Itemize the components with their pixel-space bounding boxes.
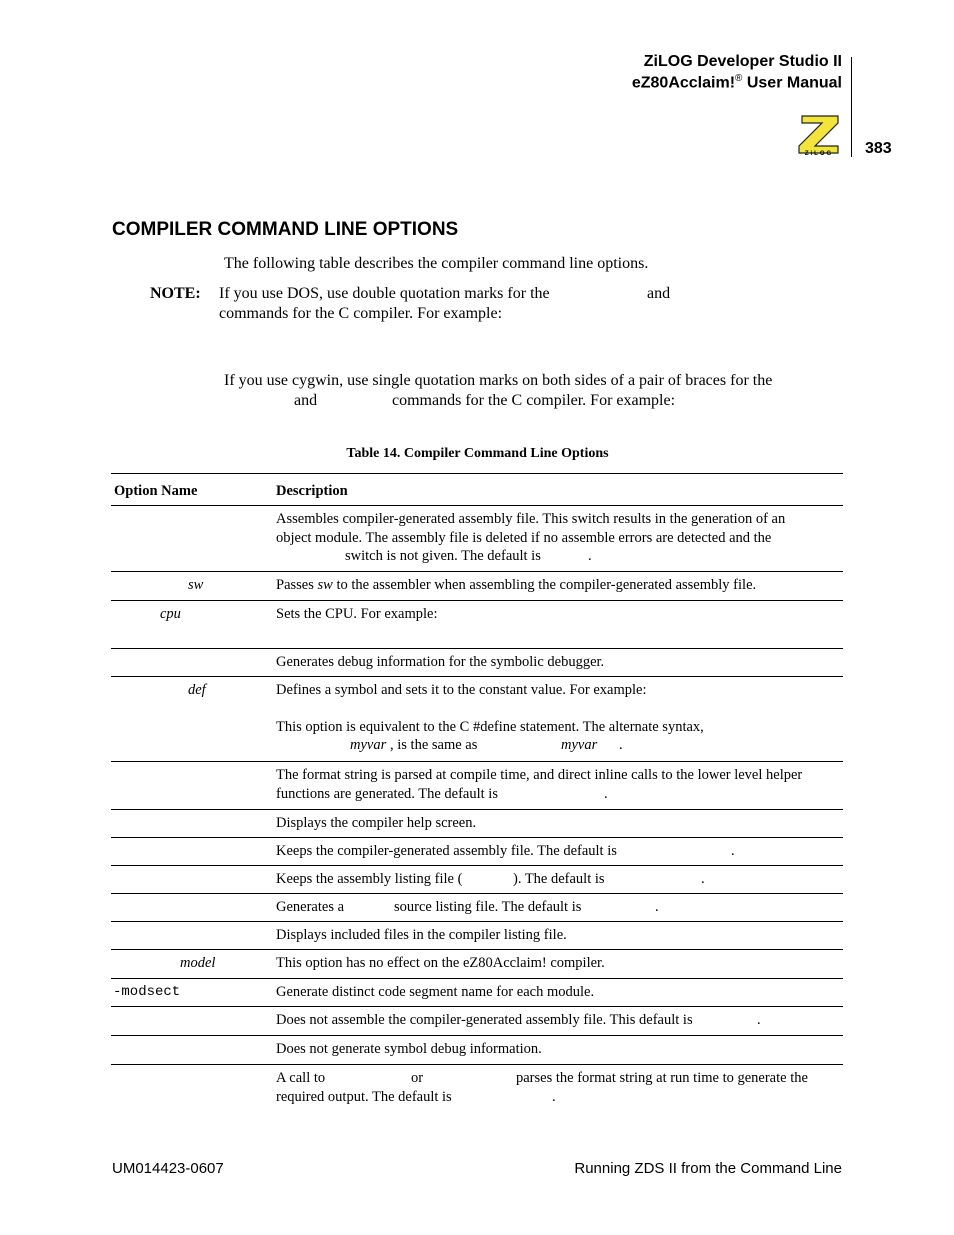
logo-wordmark: ZiLOG bbox=[804, 151, 834, 157]
description-text: . bbox=[588, 548, 592, 564]
table-row bbox=[111, 601, 843, 649]
option-description bbox=[276, 681, 841, 755]
table-row bbox=[111, 1007, 843, 1036]
option-name: -modsect bbox=[113, 984, 181, 1000]
description-line bbox=[276, 547, 841, 566]
description-line: The format string is parsed at compile time, and direct inline calls to the lower level helper bbox=[276, 767, 803, 783]
option-description: This option has no effect on the eZ80Acclaim! compiler. bbox=[276, 955, 605, 971]
table-row bbox=[111, 572, 843, 601]
section-title: COMPILER COMMAND LINE OPTIONS bbox=[112, 219, 459, 240]
note-line-2: commands for the C compiler. For example: bbox=[219, 305, 503, 322]
option-description bbox=[276, 1011, 841, 1030]
table-row bbox=[111, 649, 843, 677]
description-text: . bbox=[604, 785, 608, 802]
description-text: sw bbox=[317, 577, 333, 593]
description-text: myvar bbox=[561, 737, 598, 753]
description-text: functions are generated. The default is bbox=[276, 785, 498, 802]
description-text: Passes bbox=[276, 577, 314, 593]
description-text: . bbox=[701, 871, 705, 887]
doc-title: ZiLOG Developer Studio II bbox=[643, 53, 842, 70]
note-label: NOTE: bbox=[150, 285, 201, 302]
description-text: or bbox=[411, 1070, 424, 1086]
description-text: switch is not given. The default is bbox=[345, 548, 541, 564]
option-description: Generate distinct code segment name for each module. bbox=[276, 984, 595, 1000]
option-name: sw bbox=[188, 577, 204, 593]
options-table bbox=[111, 473, 843, 1111]
option-description bbox=[276, 898, 841, 917]
product-name: eZ80Acclaim! bbox=[631, 74, 736, 92]
zilog-logo bbox=[796, 114, 842, 162]
header-divider bbox=[851, 57, 852, 157]
cygwin-line-2: commands for the C compiler. For example: bbox=[392, 392, 676, 409]
description-text: , is the same as bbox=[390, 737, 478, 753]
description-text: required output. The default is bbox=[276, 1088, 452, 1105]
description-text: Generates a bbox=[276, 899, 345, 915]
option-description bbox=[276, 510, 841, 566]
document-id: UM014423-0607 bbox=[112, 1160, 224, 1177]
description-text: ). The default is bbox=[513, 871, 605, 887]
description-text: A call to bbox=[276, 1070, 326, 1086]
table-row bbox=[111, 922, 843, 950]
description-text: source listing file. The default is bbox=[394, 899, 582, 915]
option-description bbox=[276, 842, 841, 861]
option-description: Displays the compiler help screen. bbox=[276, 815, 477, 831]
table-row bbox=[111, 1036, 843, 1065]
description-text: Keeps the compiler-generated assembly file. The default is bbox=[276, 843, 617, 859]
option-description bbox=[276, 576, 841, 595]
option-name: model bbox=[180, 955, 216, 971]
description-line: This option is equivalent to the C #define statement. The alternate syntax, bbox=[276, 718, 704, 735]
table-row bbox=[111, 810, 843, 838]
option-description: Displays included files in the compiler listing file. bbox=[276, 927, 567, 943]
cygwin-line-1: If you use cygwin, use single quotation marks on both sides of a pair of braces for the bbox=[224, 372, 773, 389]
table-header-row bbox=[111, 473, 843, 506]
description-text: . bbox=[757, 1012, 761, 1028]
description-text: Keeps the assembly listing file ( bbox=[276, 871, 463, 887]
description-line: Defines a symbol and sets it to the constant value. For example: bbox=[276, 682, 647, 698]
column-header-description: Description bbox=[276, 483, 348, 499]
intro-text: The following table describes the compiler command line options. bbox=[224, 255, 649, 272]
note-line-1: If you use DOS, use double quotation marks for the bbox=[219, 285, 550, 302]
table-row bbox=[111, 950, 843, 979]
description-line: Assembles compiler-generated assembly file. This switch results in the generation of an bbox=[276, 511, 786, 527]
page-number: 383 bbox=[865, 140, 892, 157]
description-line bbox=[276, 736, 841, 755]
option-description: Sets the CPU. For example: bbox=[276, 606, 438, 622]
description-line bbox=[276, 785, 841, 804]
table-caption: Table 14. Compiler Command Line Options bbox=[346, 446, 609, 461]
table-row bbox=[111, 506, 843, 572]
cygwin-and: and bbox=[294, 392, 318, 409]
table-row bbox=[111, 677, 843, 762]
description-text: Does not assemble the compiler-generated assembly file. This default is bbox=[276, 1012, 693, 1028]
description-text: . bbox=[552, 1088, 556, 1105]
chapter-title: Running ZDS II from the Command Line bbox=[574, 1160, 842, 1177]
option-description bbox=[276, 1069, 841, 1107]
description-text: . bbox=[655, 899, 659, 915]
registered-mark: ® bbox=[735, 73, 743, 84]
table-row bbox=[111, 838, 843, 866]
table-row bbox=[111, 1065, 843, 1111]
table-row bbox=[111, 866, 843, 894]
option-description bbox=[276, 870, 841, 889]
table-row bbox=[111, 762, 843, 810]
description-text: . bbox=[619, 737, 623, 753]
option-description bbox=[276, 766, 841, 803]
description-text: parses the format string at run time to generate the bbox=[516, 1070, 808, 1086]
description-line: object module. The assembly file is deleted if no assemble errors are detected and the bbox=[276, 529, 772, 546]
table-row bbox=[111, 894, 843, 922]
option-description: Does not generate symbol debug information. bbox=[276, 1041, 542, 1057]
note-and: and bbox=[647, 285, 671, 302]
option-name: cpu bbox=[160, 606, 181, 622]
column-header-option: Option Name bbox=[114, 483, 198, 499]
table-row bbox=[111, 979, 843, 1007]
manual-label: User Manual bbox=[742, 74, 842, 92]
description-text: myvar bbox=[350, 737, 387, 753]
option-name: def bbox=[188, 682, 206, 698]
description-text: . bbox=[731, 843, 735, 859]
doc-subtitle bbox=[632, 73, 842, 92]
option-description: Generates debug information for the symbolic debugger. bbox=[276, 654, 605, 670]
description-text: to the assembler when assembling the compiler-generated assembly file. bbox=[336, 577, 757, 593]
